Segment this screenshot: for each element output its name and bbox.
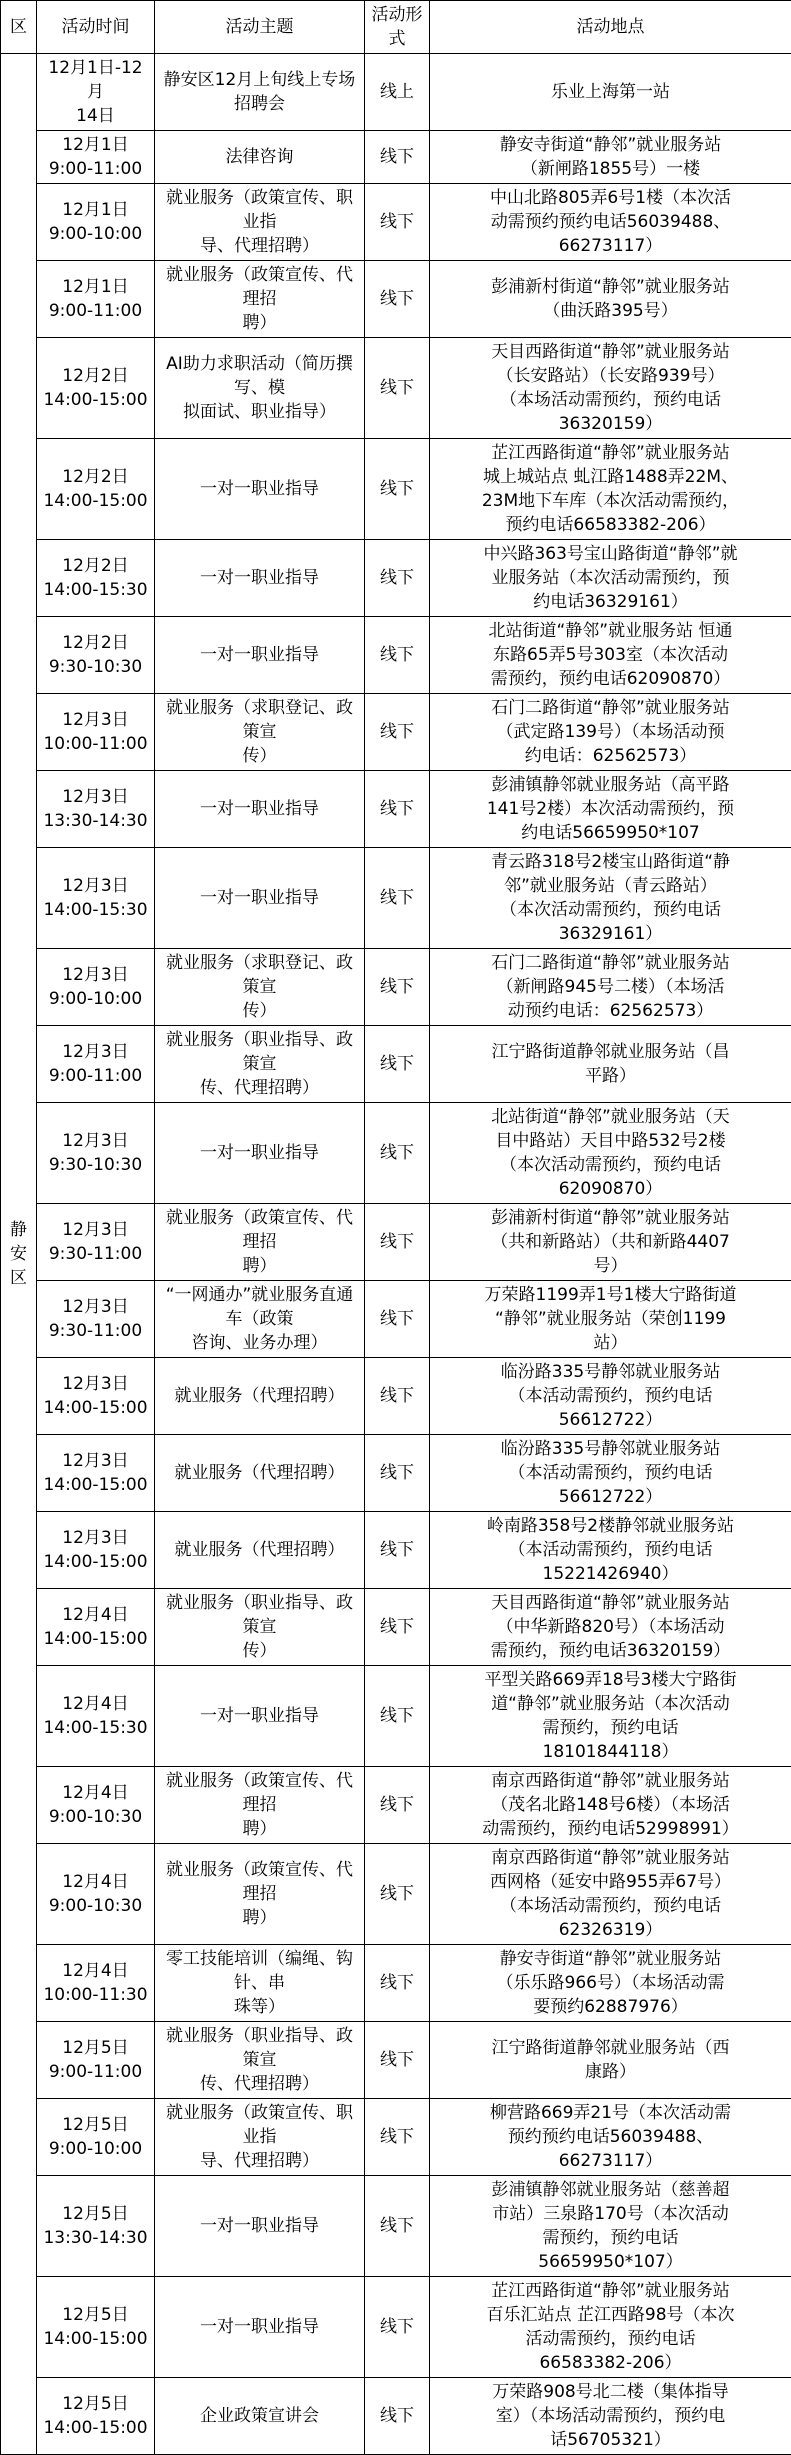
district-cell: 静安区 bbox=[1, 54, 37, 2455]
location-cell: 天目西路街道“静邻”就业服务站 （长安路站）（长安路939号） （本场活动需预约，预约电话 36320159） bbox=[430, 338, 791, 439]
table-row bbox=[1, 439, 791, 540]
time-cell: 12月1日 9:00-10:00 bbox=[37, 184, 155, 261]
topic-cell: 就业服务（政策宣传、代理招 聘） bbox=[155, 261, 365, 338]
time-cell: 12月5日 14:00-15:00 bbox=[37, 2277, 155, 2378]
location-cell: 临汾路335号静邻就业服务站 （本活动需预约，预约电话 56612722） bbox=[430, 1358, 791, 1435]
topic-cell: 法律咨询 bbox=[155, 131, 365, 184]
format-cell: 线下 bbox=[365, 338, 430, 439]
location-cell: 静安寺街道“静邻”就业服务站 （新闸路1855号）一楼 bbox=[430, 131, 791, 184]
format-cell: 线下 bbox=[365, 1281, 430, 1358]
format-cell: 线下 bbox=[365, 1589, 430, 1666]
location-cell: 青云路318号2楼宝山路街道“静 邻”就业服务站（青云路站） （本次活动需预约，预约电话 36329161） bbox=[430, 848, 791, 949]
time-cell: 12月5日 9:00-11:00 bbox=[37, 2022, 155, 2099]
table-row bbox=[1, 184, 791, 261]
time-cell: 12月4日 14:00-15:00 bbox=[37, 1589, 155, 1666]
location-cell: 北站街道“静邻”就业服务站（天 目中路站）天目中路532号2楼 （本次活动需预约，预约电话 62090870） bbox=[430, 1103, 791, 1204]
topic-cell: 零工技能培训（编绳、钩针、串 珠等） bbox=[155, 1945, 365, 2022]
table-row bbox=[1, 617, 791, 694]
time-cell: 12月3日 9:30-10:30 bbox=[37, 1103, 155, 1204]
time-cell: 12月3日 9:00-11:00 bbox=[37, 1026, 155, 1103]
header-time: 活动时间 bbox=[37, 1, 155, 54]
table-row bbox=[1, 261, 791, 338]
time-cell: 12月3日 9:00-10:00 bbox=[37, 949, 155, 1026]
time-cell: 12月5日 13:30-14:30 bbox=[37, 2176, 155, 2277]
table-row bbox=[1, 2022, 791, 2099]
table-row bbox=[1, 540, 791, 617]
table-row bbox=[1, 1026, 791, 1103]
format-cell: 线下 bbox=[365, 131, 430, 184]
topic-cell: 一对一职业指导 bbox=[155, 771, 365, 848]
format-cell: 线下 bbox=[365, 1026, 430, 1103]
location-cell: 彭浦新村街道“静邻”就业服务站 （共和新路站）（共和新路4407 号） bbox=[430, 1204, 791, 1281]
location-cell: 南京西路街道“静邻”就业服务站 （茂名北路148号6楼）（本场活 动需预约，预约电话52998991） bbox=[430, 1767, 791, 1844]
time-cell: 12月3日 13:30-14:30 bbox=[37, 771, 155, 848]
topic-cell: 一对一职业指导 bbox=[155, 2277, 365, 2378]
topic-cell: 一对一职业指导 bbox=[155, 1666, 365, 1767]
topic-cell: 静安区12月上旬线上专场招聘会 bbox=[155, 54, 365, 131]
location-cell: 中兴路363号宝山路街道“静邻”就 业服务站（本次活动需预约，预 约电话36329161） bbox=[430, 540, 791, 617]
table-row bbox=[1, 338, 791, 439]
topic-cell: 就业服务（代理招聘） bbox=[155, 1512, 365, 1589]
time-cell: 12月1日 9:00-11:00 bbox=[37, 261, 155, 338]
table-row bbox=[1, 1358, 791, 1435]
location-cell: 芷江西路街道“静邻”就业服务站 百乐汇站点 芷江西路98号（本次 活动需预约，预约电话 66583382-206） bbox=[430, 2277, 791, 2378]
time-cell: 12月4日 10:00-11:30 bbox=[37, 1945, 155, 2022]
time-cell: 12月3日 9:30-11:00 bbox=[37, 1281, 155, 1358]
table-row bbox=[1, 1666, 791, 1767]
location-cell: 乐业上海第一站 bbox=[430, 54, 791, 131]
location-cell: 万荣路908号北二楼（集体指导 室）（本场活动需预约，预约电 话56705321） bbox=[430, 2378, 791, 2455]
location-cell: 江宁路街道静邻就业服务站（昌 平路） bbox=[430, 1026, 791, 1103]
time-cell: 12月3日 10:00-11:00 bbox=[37, 694, 155, 771]
format-cell: 线下 bbox=[365, 1666, 430, 1767]
topic-cell: 就业服务（政策宣传、代理招 聘） bbox=[155, 1767, 365, 1844]
format-cell: 线下 bbox=[365, 949, 430, 1026]
format-cell: 线下 bbox=[365, 2099, 430, 2176]
location-cell: 天目西路街道“静邻”就业服务站 （中华新路820号）（本场活动 需预约，预约电话36320159） bbox=[430, 1589, 791, 1666]
format-cell: 线下 bbox=[365, 1512, 430, 1589]
header-topic: 活动主题 bbox=[155, 1, 365, 54]
topic-cell: 就业服务（代理招聘） bbox=[155, 1435, 365, 1512]
header-location: 活动地点 bbox=[430, 1, 791, 54]
topic-cell: 一对一职业指导 bbox=[155, 540, 365, 617]
format-cell: 线下 bbox=[365, 617, 430, 694]
time-cell: 12月4日 9:00-10:30 bbox=[37, 1844, 155, 1945]
location-cell: 静安寺街道“静邻”就业服务站 （乐乐路966号）（本场活动需 要预约62887976） bbox=[430, 1945, 791, 2022]
table-row bbox=[1, 1103, 791, 1204]
header-row bbox=[1, 1, 791, 54]
time-cell: 12月2日 9:30-10:30 bbox=[37, 617, 155, 694]
format-cell: 线下 bbox=[365, 540, 430, 617]
topic-cell: 就业服务（职业指导、政策宣 传） bbox=[155, 1589, 365, 1666]
topic-cell: 就业服务（求职登记、政策宣 传） bbox=[155, 949, 365, 1026]
schedule-body bbox=[1, 54, 791, 2455]
format-cell: 线下 bbox=[365, 1204, 430, 1281]
table-row bbox=[1, 2277, 791, 2378]
location-cell: 北站街道“静邻”就业服务站 恒通 东路65弄5号303室（本次活动 需预约，预约电话62090870） bbox=[430, 617, 791, 694]
format-cell: 线下 bbox=[365, 694, 430, 771]
location-cell: 万荣路1199弄1号1楼大宁路街道 “静邻”就业服务站（荣创1199 站） bbox=[430, 1281, 791, 1358]
location-cell: 石门二路街道“静邻”就业服务站 （武定路139号）（本场活动预 约电话：62562573） bbox=[430, 694, 791, 771]
location-cell: 彭浦镇静邻就业服务站（高平路 141号2楼）本次活动需预约，预 约电话56659950*107 bbox=[430, 771, 791, 848]
topic-cell: 一对一职业指导 bbox=[155, 617, 365, 694]
time-cell: 12月5日 9:00-10:00 bbox=[37, 2099, 155, 2176]
table-row bbox=[1, 949, 791, 1026]
time-cell: 12月3日 14:00-15:00 bbox=[37, 1435, 155, 1512]
topic-cell: 就业服务（代理招聘） bbox=[155, 1358, 365, 1435]
topic-cell: 就业服务（政策宣传、职业指 导、代理招聘） bbox=[155, 2099, 365, 2176]
location-cell: 临汾路335号静邻就业服务站 （本活动需预约，预约电话 56612722） bbox=[430, 1435, 791, 1512]
location-cell: 岭南路358号2楼静邻就业服务站 （本活动需预约，预约电话 15221426940） bbox=[430, 1512, 791, 1589]
time-cell: 12月5日 14:00-15:00 bbox=[37, 2378, 155, 2455]
format-cell: 线下 bbox=[365, 2378, 430, 2455]
table-row bbox=[1, 54, 791, 131]
table-row bbox=[1, 1945, 791, 2022]
topic-cell: 就业服务（职业指导、政策宣 传、代理招聘） bbox=[155, 2022, 365, 2099]
format-cell: 线下 bbox=[365, 1844, 430, 1945]
location-cell: 中山北路805弄6号1楼（本次活 动需预约预约电话56039488、 66273117） bbox=[430, 184, 791, 261]
time-cell: 12月1日-12月 14日 bbox=[37, 54, 155, 131]
location-cell: 南京西路街道“静邻”就业服务站 西网格（延安中路955弄67号） （本场活动需预约，预约电话 62326319） bbox=[430, 1844, 791, 1945]
table-row bbox=[1, 131, 791, 184]
topic-cell: 一对一职业指导 bbox=[155, 1103, 365, 1204]
location-cell: 彭浦镇静邻就业服务站（慈善超 市站）三泉路170号（本次活动 需预约，预约电话 56659950*107） bbox=[430, 2176, 791, 2277]
table-row bbox=[1, 1767, 791, 1844]
format-cell: 线下 bbox=[365, 439, 430, 540]
time-cell: 12月3日 14:00-15:00 bbox=[37, 1358, 155, 1435]
format-cell: 线下 bbox=[365, 261, 430, 338]
table-row bbox=[1, 694, 791, 771]
table-row bbox=[1, 2176, 791, 2277]
table-row bbox=[1, 1844, 791, 1945]
header-format: 活动形式 bbox=[365, 1, 430, 54]
format-cell: 线下 bbox=[365, 1435, 430, 1512]
location-cell: 石门二路街道“静邻”就业服务站 （新闸路945号二楼）（本场活 动预约电话：62562573） bbox=[430, 949, 791, 1026]
format-cell: 线下 bbox=[365, 2022, 430, 2099]
table-row bbox=[1, 771, 791, 848]
format-cell: 线下 bbox=[365, 1358, 430, 1435]
location-cell: 江宁路街道静邻就业服务站（西 康路） bbox=[430, 2022, 791, 2099]
time-cell: 12月2日 14:00-15:00 bbox=[37, 439, 155, 540]
topic-cell: 就业服务（政策宣传、代理招 聘） bbox=[155, 1204, 365, 1281]
table-row bbox=[1, 2099, 791, 2176]
location-cell: 芷江西路街道“静邻”就业服务站 城上城站点 虬江路1488弄22M、 23M地下车库（本次活动需预约， 预约电话66583382-206） bbox=[430, 439, 791, 540]
time-cell: 12月1日 9:00-11:00 bbox=[37, 131, 155, 184]
format-cell: 线下 bbox=[365, 2176, 430, 2277]
time-cell: 12月4日 14:00-15:30 bbox=[37, 1666, 155, 1767]
topic-cell: 就业服务（政策宣传、代理招 聘） bbox=[155, 1844, 365, 1945]
table-row bbox=[1, 1512, 791, 1589]
time-cell: 12月2日 14:00-15:00 bbox=[37, 338, 155, 439]
format-cell: 线下 bbox=[365, 1103, 430, 1204]
table-row bbox=[1, 1435, 791, 1512]
time-cell: 12月3日 14:00-15:00 bbox=[37, 1512, 155, 1589]
time-cell: 12月2日 14:00-15:30 bbox=[37, 540, 155, 617]
topic-cell: “一网通办”就业服务直通车（政策 咨询、业务办理） bbox=[155, 1281, 365, 1358]
format-cell: 线下 bbox=[365, 848, 430, 949]
table-row bbox=[1, 1204, 791, 1281]
format-cell: 线上 bbox=[365, 54, 430, 131]
table-row bbox=[1, 848, 791, 949]
topic-cell: 一对一职业指导 bbox=[155, 2176, 365, 2277]
topic-cell: 一对一职业指导 bbox=[155, 439, 365, 540]
format-cell: 线下 bbox=[365, 1945, 430, 2022]
format-cell: 线下 bbox=[365, 184, 430, 261]
topic-cell: AI助力求职活动（简历撰写、模 拟面试、职业指导） bbox=[155, 338, 365, 439]
header-district: 区 bbox=[1, 1, 37, 54]
format-cell: 线下 bbox=[365, 1767, 430, 1844]
location-cell: 柳营路669弄21号（本次活动需 预约预约电话56039488、 66273117） bbox=[430, 2099, 791, 2176]
topic-cell: 一对一职业指导 bbox=[155, 848, 365, 949]
location-cell: 平型关路669弄18号3楼大宁路街 道“静邻”就业服务站（本次活动 需预约，预约电话 18101844118） bbox=[430, 1666, 791, 1767]
location-cell: 彭浦新村街道“静邻”就业服务站 （曲沃路395号） bbox=[430, 261, 791, 338]
time-cell: 12月4日 9:00-10:30 bbox=[37, 1767, 155, 1844]
topic-cell: 就业服务（求职登记、政策宣 传） bbox=[155, 694, 365, 771]
format-cell: 线下 bbox=[365, 2277, 430, 2378]
table-row bbox=[1, 2378, 791, 2455]
time-cell: 12月3日 14:00-15:30 bbox=[37, 848, 155, 949]
table-row bbox=[1, 1589, 791, 1666]
format-cell: 线下 bbox=[365, 771, 430, 848]
topic-cell: 就业服务（职业指导、政策宣 传、代理招聘） bbox=[155, 1026, 365, 1103]
table-row bbox=[1, 1281, 791, 1358]
topic-cell: 企业政策宣讲会 bbox=[155, 2378, 365, 2455]
topic-cell: 就业服务（政策宣传、职业指 导、代理招聘） bbox=[155, 184, 365, 261]
time-cell: 12月3日 9:30-11:00 bbox=[37, 1204, 155, 1281]
